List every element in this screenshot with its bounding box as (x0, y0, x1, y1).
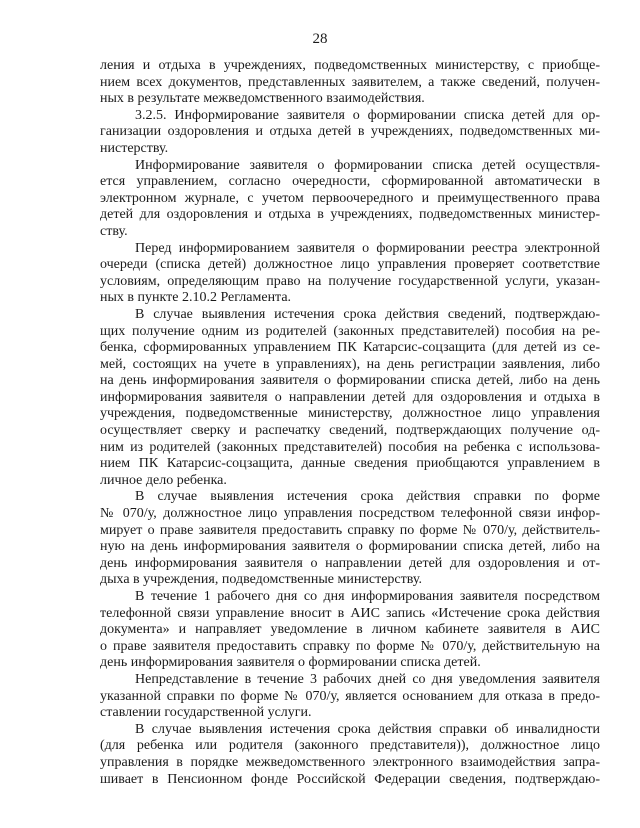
text-line: личное дело ребенка. (100, 472, 227, 488)
text-line: о праве заявителя предоставить справку по форме № 070/у, действительную на (100, 638, 600, 654)
text-line: ется управлением, согласно очередности, сформированной автоматически в (100, 174, 600, 190)
text-line: день информирования заявителя о формировании списка детей. (100, 655, 481, 671)
text-line: бенка, сформированных управлением ПК Катарсис-соцзащита (для детей из се- (100, 340, 600, 356)
document-body (100, 58, 600, 788)
text-line: ганизации оздоровления и отдыха детей в учреждениях, подведомственных ми- (100, 124, 600, 140)
text-line: щих получение одним из родителей (законных представителей) пособия на ре- (100, 323, 600, 339)
text-line: № 070/у, должностное лицо управления посредством телефонной связи инфор- (100, 506, 600, 522)
text-line: В течение 1 рабочего дня со дня информирования заявителя посредством (135, 589, 600, 604)
text-line: В случае выявления истечения срока действия справки по форме (135, 489, 600, 505)
paragraph (100, 158, 600, 241)
text-line: нием всех документов, представленных заявителем, а также сведений, получен- (100, 74, 600, 90)
text-line: ления и отдыха в учреждениях, подведомственных министерству, с приобще- (100, 58, 600, 73)
paragraph (100, 108, 600, 158)
paragraph (100, 489, 600, 589)
text-line: нистерству. (100, 140, 169, 156)
text-line: нием ПК Катарсис-соцзащита, данные сведения приобщаются управлением в (100, 456, 600, 472)
text-line: ству. (100, 223, 128, 239)
paragraph (100, 241, 600, 307)
text-line: дыха в учреждения, подведомственные министерству. (100, 572, 422, 588)
text-line: электронном журнале, с учетом первоочередного и преимущественного права (100, 190, 600, 206)
text-line: учреждения, подведомственные министерству, должностное лицо управления (100, 406, 600, 422)
text-line: В случае выявления истечения срока действия сведений, подтверждаю- (135, 306, 600, 322)
text-line: (для ребенка или родителя (законного представителя)), должностное лицо (100, 738, 600, 754)
text-line: телефонной связи управление вносит в АИС запись «Истечение срока действия (100, 605, 600, 621)
text-line: Непредставление в течение 3 рабочих дней со дня уведомления заявителя (135, 671, 600, 687)
text-line: информирования заявителя о направлении детей для оздоровления и отдыха в (100, 389, 600, 405)
text-line: ных в пункте 2.10.2 Регламента. (100, 290, 292, 306)
text-line: очереди (списка детей) должностное лицо управления проверяет соответствие (100, 257, 600, 273)
text-line: день информирования заявителя о направлении детей для оздоровления и от- (100, 555, 600, 571)
paragraph (100, 722, 600, 788)
text-line: ную на день информирования заявителя о формировании списка детей, либо на (100, 539, 600, 555)
text-line: осуществляет сверку и распечатку сведений, подтверждающих получение од- (100, 423, 600, 439)
text-line: ставлении государственной услуги. (100, 705, 312, 721)
paragraph (100, 589, 600, 672)
text-line: документа» и направляет уведомление в личном кабинете заявителя в АИС (100, 622, 600, 638)
paragraph (100, 672, 600, 722)
text-line: ним из родителей (законных представителей) пособия на ребенка с использова- (100, 439, 600, 455)
paragraph (100, 307, 600, 490)
text-line: указанной справки по форме № 070/у, является основанием для отказа в предо- (100, 688, 600, 704)
text-line: управления в порядке межведомственного электронного взаимодействия запра- (100, 754, 600, 770)
text-line: Информирование заявителя о формировании списка детей осуществля- (135, 157, 600, 173)
text-line: мирует о праве заявителя предоставить справку по форме № 070/у, действитель- (100, 522, 600, 538)
text-line: мей, состоящих на учете в управлениях), на день регистрации заявления, либо (100, 356, 600, 372)
text-line: условиям, определяющим право на получение государственной услуги, указан- (100, 273, 600, 289)
page-number: 28 (312, 31, 328, 47)
text-line: 3.2.5. Информирование заявителя о формировании списка детей для ор- (135, 107, 600, 123)
text-line: Перед информированием заявителя о формировании реестра электронной (135, 240, 600, 256)
text-line: ных в результате межведомственного взаимодействия. (100, 91, 425, 107)
text-line: на день информирования заявителя о формировании списка детей, либо на день (100, 373, 600, 389)
text-line: шивает в Пенсионном фонде Российской Федерации сведения, подтверждаю- (100, 771, 600, 787)
text-line: В случае выявления истечения срока действия справки об инвалидности (135, 721, 600, 737)
paragraph (100, 58, 600, 108)
text-line: детей для оздоровления и отдыха в учреждениях, подведомственных министер- (100, 207, 600, 223)
